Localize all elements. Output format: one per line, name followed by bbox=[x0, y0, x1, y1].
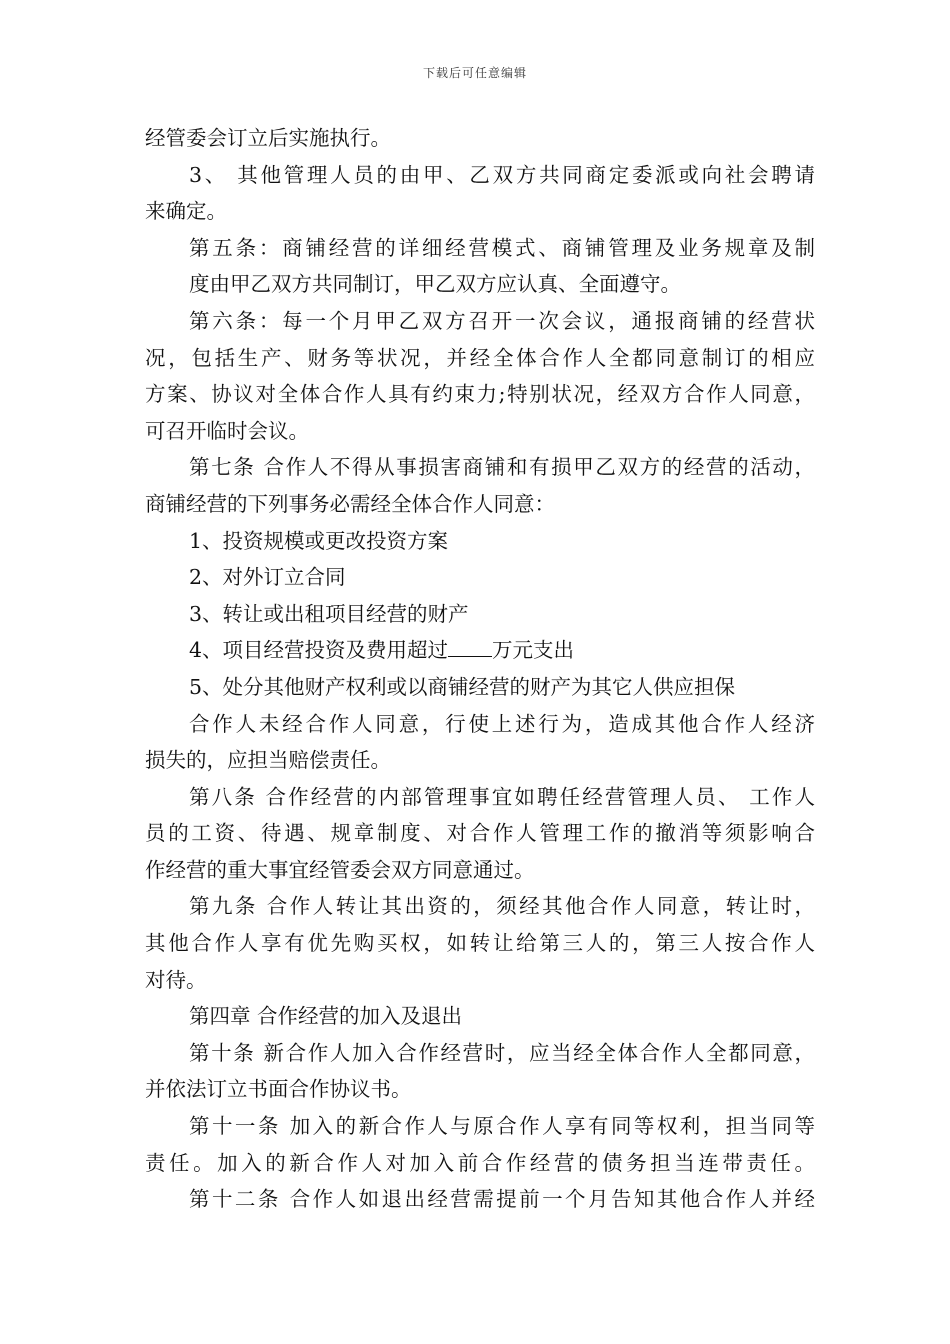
text-line: 1、投资规模或更改投资方案 bbox=[189, 528, 449, 553]
text-line: 方案、协议对全体合作人具有约束力;特别状况，经双方合作人同意， bbox=[145, 382, 815, 407]
text-line: 第九条 合作人转让其出资的，须经其他合作人同意，转让时， bbox=[189, 894, 815, 919]
document-body bbox=[145, 120, 815, 1218]
text-line: 第七条 合作人不得从事损害商铺和有损甲乙双方的经营的活动， bbox=[189, 455, 815, 480]
text-line: 第十一条 加入的新合作人与原合作人享有同等权利，担当同等 bbox=[189, 1114, 815, 1139]
text-segment: 4、项目经营投资及费用超过 bbox=[189, 638, 449, 663]
text-line: 度由甲乙双方共同制订，甲乙双方应认真、全面遵守。 bbox=[189, 272, 681, 297]
text-line: 并依法订立书面合作协议书。 bbox=[145, 1077, 412, 1102]
text-line: 可召开临时会议。 bbox=[145, 418, 309, 443]
text-line: 第五条：商铺经营的详细经营模式、商铺管理及业务规章及制 bbox=[189, 235, 815, 260]
text-line: 第十条 新合作人加入合作经营时，应当经全体合作人全都同意， bbox=[189, 1040, 815, 1065]
text-line-with-blank bbox=[145, 632, 815, 669]
chapter-heading: 第四章 合作经营的加入及退出 bbox=[189, 1004, 463, 1029]
text-line: 员的工资、待遇、规章制度、对合作人管理工作的撤消等须影响合 bbox=[145, 821, 815, 846]
text-line: 损失的，应担当赔偿责任。 bbox=[145, 748, 391, 773]
text-line: 合作人未经合作人同意，行使上述行为，造成其他合作人经济 bbox=[189, 711, 815, 736]
text-line: 2、对外订立合同 bbox=[189, 565, 346, 590]
text-line: 第八条 合作经营的内部管理事宜如聘任经营管理人员、 工作人 bbox=[189, 784, 815, 809]
text-line: 商铺经营的下列事务必需经全体合作人同意： bbox=[145, 491, 555, 516]
text-line: 第十二条 合作人如退出经营需提前一个月告知其他合作人并经 bbox=[189, 1187, 815, 1212]
text-line: 5、处分其他财产权利或以商铺经营的财产为其它人供应担保 bbox=[189, 674, 736, 699]
text-line: 来确定。 bbox=[145, 199, 227, 224]
text-line: 况，包括生产、财务等状况，并经全体合作人全都同意制订的相应 bbox=[145, 345, 815, 370]
page-header-note: 下载后可任意编辑 bbox=[422, 66, 527, 80]
fill-in-blank[interactable] bbox=[448, 638, 492, 657]
text-line: 其他合作人享有优先购买权，如转让给第三人的，第三人按合作人 bbox=[145, 931, 815, 956]
text-line: 3、转让或出租项目经营的财产 bbox=[189, 601, 469, 626]
text-line: 第六条：每一个月甲乙双方召开一次会议，通报商铺的经营状 bbox=[189, 308, 815, 333]
text-line: 责任。加入的新合作人对加入前合作经营的债务担当连带责任。 bbox=[145, 1150, 815, 1175]
text-line: 作经营的重大事宜经管委会双方同意通过。 bbox=[145, 857, 535, 882]
text-line: 经管委会订立后实施执行。 bbox=[145, 126, 391, 150]
text-segment: 万元支出 bbox=[492, 638, 575, 663]
text-line: 对待。 bbox=[145, 967, 207, 992]
text-line: 3、 其他管理人员的由甲、乙双方共同商定委派或向社会聘请 bbox=[189, 162, 815, 187]
